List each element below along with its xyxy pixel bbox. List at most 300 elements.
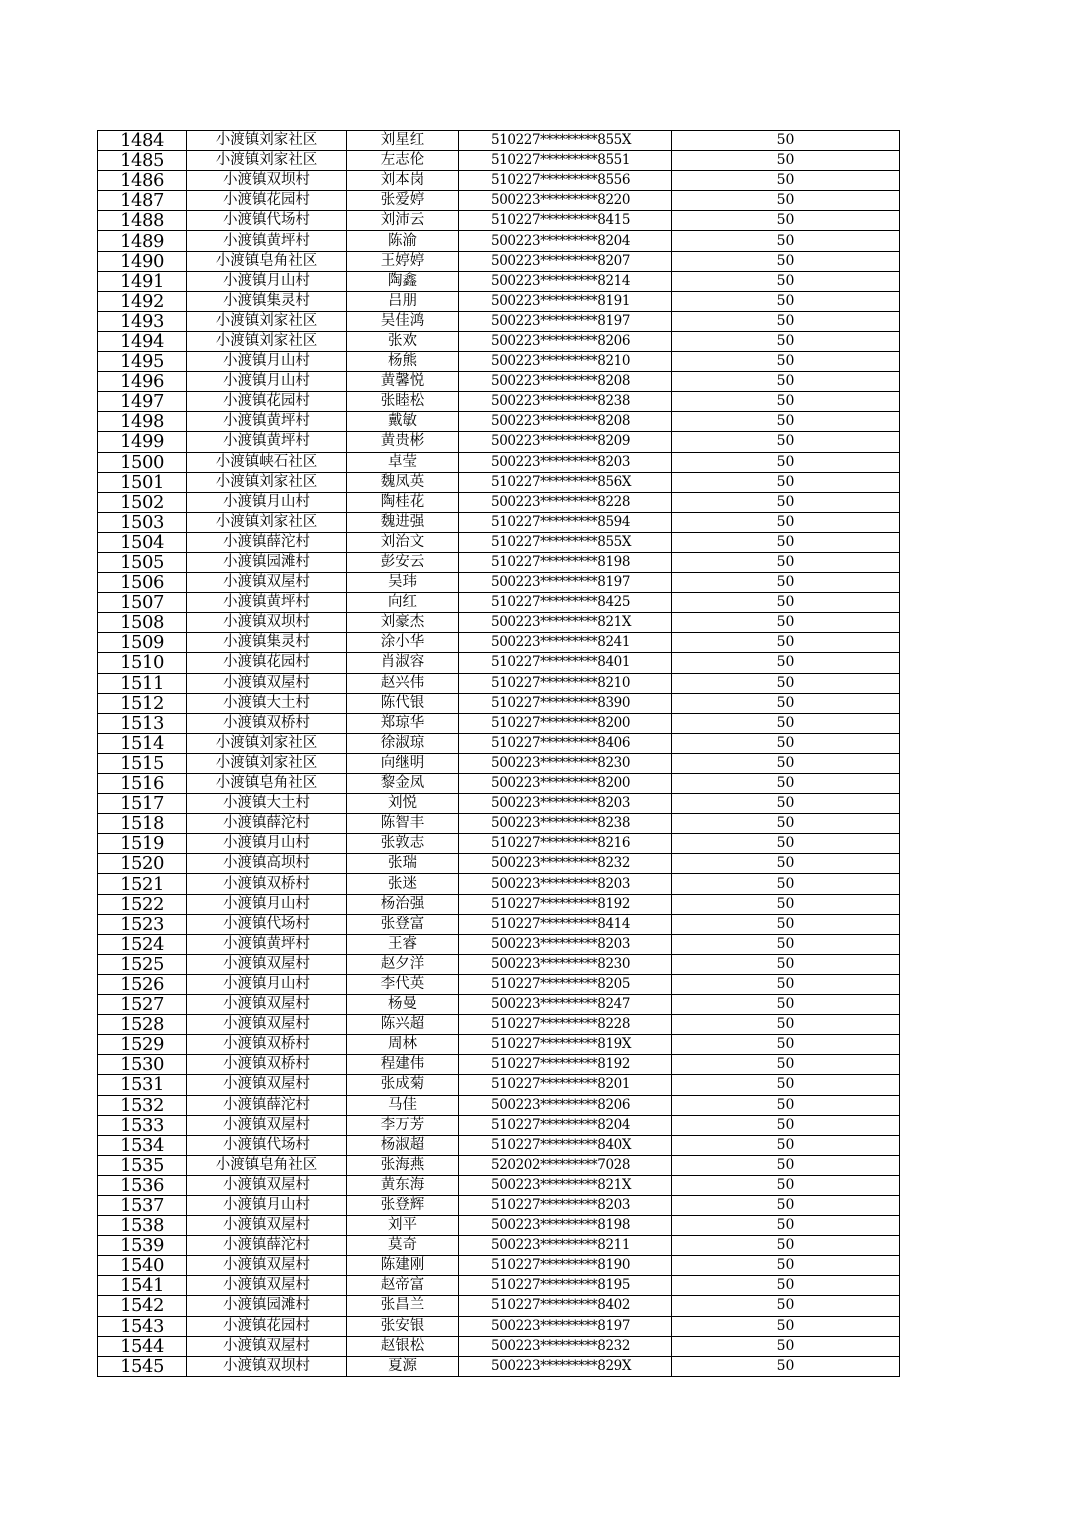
id-number-cell: 500223*********821X xyxy=(459,1175,672,1195)
amount-cell: 50 xyxy=(672,814,900,834)
location-cell: 小渡镇月山村 xyxy=(187,974,347,994)
row-number-cell: 1511 xyxy=(98,673,187,693)
location-cell: 小渡镇花园村 xyxy=(187,653,347,673)
amount-cell: 50 xyxy=(672,1195,900,1215)
location-cell: 小渡镇黄坪村 xyxy=(187,934,347,954)
table-row xyxy=(98,653,900,673)
table-row xyxy=(98,733,900,753)
id-number-cell: 500223*********8208 xyxy=(459,412,672,432)
row-number-cell: 1516 xyxy=(98,774,187,794)
location-cell: 小渡镇黄坪村 xyxy=(187,593,347,613)
id-number-cell: 500223*********8208 xyxy=(459,372,672,392)
person-name-cell: 赵夕洋 xyxy=(347,954,459,974)
table-row xyxy=(98,1336,900,1356)
row-number-cell: 1527 xyxy=(98,995,187,1015)
id-number-cell: 510227*********8200 xyxy=(459,713,672,733)
person-name-cell: 王婷婷 xyxy=(347,251,459,271)
id-number-cell: 500223*********8232 xyxy=(459,854,672,874)
person-name-cell: 赵银松 xyxy=(347,1336,459,1356)
amount-cell: 50 xyxy=(672,311,900,331)
id-number-cell: 500223*********8238 xyxy=(459,814,672,834)
table-row xyxy=(98,552,900,572)
id-number-cell: 500223*********8198 xyxy=(459,1216,672,1236)
table-row xyxy=(98,794,900,814)
table-row xyxy=(98,331,900,351)
person-name-cell: 肖淑容 xyxy=(347,653,459,673)
row-number-cell: 1543 xyxy=(98,1316,187,1336)
person-name-cell: 张瑞 xyxy=(347,854,459,874)
row-number-cell: 1514 xyxy=(98,733,187,753)
row-number-cell: 1536 xyxy=(98,1175,187,1195)
id-number-cell: 510227*********8192 xyxy=(459,1055,672,1075)
person-name-cell: 郑琼华 xyxy=(347,713,459,733)
row-number-cell: 1535 xyxy=(98,1155,187,1175)
row-number-cell: 1540 xyxy=(98,1256,187,1276)
amount-cell: 50 xyxy=(672,331,900,351)
id-number-cell: 500223*********8200 xyxy=(459,774,672,794)
location-cell: 小渡镇双屋村 xyxy=(187,1336,347,1356)
location-cell: 小渡镇薛沱村 xyxy=(187,1095,347,1115)
amount-cell: 50 xyxy=(672,1256,900,1276)
person-name-cell: 杨治强 xyxy=(347,894,459,914)
amount-cell: 50 xyxy=(672,874,900,894)
table-row xyxy=(98,271,900,291)
person-name-cell: 陶桂花 xyxy=(347,492,459,512)
table-row xyxy=(98,432,900,452)
table-row xyxy=(98,914,900,934)
amount-cell: 50 xyxy=(672,492,900,512)
row-number-cell: 1496 xyxy=(98,372,187,392)
location-cell: 小渡镇双屋村 xyxy=(187,1115,347,1135)
location-cell: 小渡镇双屋村 xyxy=(187,673,347,693)
location-cell: 小渡镇双屋村 xyxy=(187,954,347,974)
person-name-cell: 吴玮 xyxy=(347,573,459,593)
location-cell: 小渡镇双屋村 xyxy=(187,1256,347,1276)
table-row xyxy=(98,512,900,532)
row-number-cell: 1498 xyxy=(98,412,187,432)
location-cell: 小渡镇刘家社区 xyxy=(187,472,347,492)
location-cell: 小渡镇薛沱村 xyxy=(187,1236,347,1256)
person-name-cell: 周林 xyxy=(347,1035,459,1055)
amount-cell: 50 xyxy=(672,914,900,934)
location-cell: 小渡镇高坝村 xyxy=(187,854,347,874)
person-name-cell: 魏进强 xyxy=(347,512,459,532)
id-number-cell: 500223*********8203 xyxy=(459,934,672,954)
row-number-cell: 1517 xyxy=(98,794,187,814)
id-number-cell: 510227*********855X xyxy=(459,131,672,151)
row-number-cell: 1531 xyxy=(98,1075,187,1095)
person-name-cell: 陈兴超 xyxy=(347,1015,459,1035)
row-number-cell: 1490 xyxy=(98,251,187,271)
id-number-cell: 500223*********8228 xyxy=(459,492,672,512)
id-number-cell: 500223*********8197 xyxy=(459,1316,672,1336)
row-number-cell: 1545 xyxy=(98,1356,187,1376)
location-cell: 小渡镇大土村 xyxy=(187,794,347,814)
location-cell: 小渡镇皂角社区 xyxy=(187,774,347,794)
table-row xyxy=(98,1195,900,1215)
table-row xyxy=(98,1175,900,1195)
id-number-cell: 510227*********8402 xyxy=(459,1296,672,1316)
table-row xyxy=(98,492,900,512)
row-number-cell: 1491 xyxy=(98,271,187,291)
location-cell: 小渡镇刘家社区 xyxy=(187,733,347,753)
location-cell: 小渡镇峡石社区 xyxy=(187,452,347,472)
amount-cell: 50 xyxy=(672,934,900,954)
table-row xyxy=(98,874,900,894)
location-cell: 小渡镇双屋村 xyxy=(187,1175,347,1195)
person-name-cell: 张爱婷 xyxy=(347,191,459,211)
row-number-cell: 1518 xyxy=(98,814,187,834)
person-name-cell: 刘悦 xyxy=(347,794,459,814)
person-name-cell: 张迷 xyxy=(347,874,459,894)
table-row xyxy=(98,1095,900,1115)
row-number-cell: 1515 xyxy=(98,753,187,773)
id-number-cell: 510227*********819X xyxy=(459,1035,672,1055)
amount-cell: 50 xyxy=(672,1055,900,1075)
location-cell: 小渡镇月山村 xyxy=(187,352,347,372)
table-row xyxy=(98,311,900,331)
id-number-cell: 500223*********8203 xyxy=(459,874,672,894)
id-number-cell: 510227*********8425 xyxy=(459,593,672,613)
row-number-cell: 1510 xyxy=(98,653,187,673)
id-number-cell: 500223*********8211 xyxy=(459,1236,672,1256)
id-number-cell: 500223*********821X xyxy=(459,613,672,633)
id-number-cell: 500223*********8232 xyxy=(459,1336,672,1356)
row-number-cell: 1541 xyxy=(98,1276,187,1296)
person-name-cell: 魏凤英 xyxy=(347,472,459,492)
table-row xyxy=(98,1236,900,1256)
row-number-cell: 1508 xyxy=(98,613,187,633)
table-row xyxy=(98,995,900,1015)
id-number-cell: 510227*********8551 xyxy=(459,151,672,171)
person-name-cell: 赵兴伟 xyxy=(347,673,459,693)
table-row xyxy=(98,954,900,974)
amount-cell: 50 xyxy=(672,1175,900,1195)
person-name-cell: 吕朋 xyxy=(347,291,459,311)
id-number-cell: 510227*********840X xyxy=(459,1135,672,1155)
table-row xyxy=(98,774,900,794)
table-row xyxy=(98,392,900,412)
id-number-cell: 500223*********8203 xyxy=(459,794,672,814)
row-number-cell: 1526 xyxy=(98,974,187,994)
person-name-cell: 陈代银 xyxy=(347,693,459,713)
row-number-cell: 1524 xyxy=(98,934,187,954)
table-row xyxy=(98,1216,900,1236)
location-cell: 小渡镇刘家社区 xyxy=(187,753,347,773)
row-number-cell: 1544 xyxy=(98,1336,187,1356)
amount-cell: 50 xyxy=(672,211,900,231)
location-cell: 小渡镇双坝村 xyxy=(187,171,347,191)
id-number-cell: 510227*********8201 xyxy=(459,1075,672,1095)
row-number-cell: 1495 xyxy=(98,352,187,372)
person-name-cell: 杨熊 xyxy=(347,352,459,372)
location-cell: 小渡镇双屋村 xyxy=(187,1216,347,1236)
id-number-cell: 510227*********8401 xyxy=(459,653,672,673)
table-row xyxy=(98,894,900,914)
table-row xyxy=(98,1356,900,1376)
location-cell: 小渡镇刘家社区 xyxy=(187,311,347,331)
person-name-cell: 张成菊 xyxy=(347,1075,459,1095)
row-number-cell: 1494 xyxy=(98,331,187,351)
location-cell: 小渡镇双坝村 xyxy=(187,613,347,633)
row-number-cell: 1513 xyxy=(98,713,187,733)
amount-cell: 50 xyxy=(672,1336,900,1356)
person-name-cell: 刘治文 xyxy=(347,532,459,552)
amount-cell: 50 xyxy=(672,693,900,713)
table-row xyxy=(98,633,900,653)
table-row xyxy=(98,191,900,211)
amount-cell: 50 xyxy=(672,512,900,532)
id-number-cell: 500223*********8207 xyxy=(459,251,672,271)
table-row xyxy=(98,1276,900,1296)
row-number-cell: 1485 xyxy=(98,151,187,171)
table-row xyxy=(98,753,900,773)
person-name-cell: 涂小华 xyxy=(347,633,459,653)
person-name-cell: 徐淑琼 xyxy=(347,733,459,753)
location-cell: 小渡镇双桥村 xyxy=(187,1035,347,1055)
table-row xyxy=(98,472,900,492)
location-cell: 小渡镇代场村 xyxy=(187,1135,347,1155)
id-number-cell: 500223*********8241 xyxy=(459,633,672,653)
id-number-cell: 500223*********8206 xyxy=(459,331,672,351)
table-row xyxy=(98,291,900,311)
amount-cell: 50 xyxy=(672,472,900,492)
amount-cell: 50 xyxy=(672,1296,900,1316)
amount-cell: 50 xyxy=(672,552,900,572)
table-body xyxy=(98,131,900,1377)
amount-cell: 50 xyxy=(672,452,900,472)
amount-cell: 50 xyxy=(672,151,900,171)
id-number-cell: 500223*********8220 xyxy=(459,191,672,211)
location-cell: 小渡镇双桥村 xyxy=(187,1055,347,1075)
row-number-cell: 1489 xyxy=(98,231,187,251)
table-row xyxy=(98,1135,900,1155)
location-cell: 小渡镇月山村 xyxy=(187,894,347,914)
table-row xyxy=(98,352,900,372)
table-row xyxy=(98,1035,900,1055)
location-cell: 小渡镇薛沱村 xyxy=(187,532,347,552)
amount-cell: 50 xyxy=(672,1035,900,1055)
person-name-cell: 卓莹 xyxy=(347,452,459,472)
table-row xyxy=(98,211,900,231)
amount-cell: 50 xyxy=(672,271,900,291)
row-number-cell: 1487 xyxy=(98,191,187,211)
row-number-cell: 1497 xyxy=(98,392,187,412)
location-cell: 小渡镇皂角社区 xyxy=(187,1155,347,1175)
row-number-cell: 1512 xyxy=(98,693,187,713)
amount-cell: 50 xyxy=(672,231,900,251)
amount-cell: 50 xyxy=(672,1155,900,1175)
amount-cell: 50 xyxy=(672,1075,900,1095)
person-name-cell: 向继明 xyxy=(347,753,459,773)
table-row xyxy=(98,854,900,874)
amount-cell: 50 xyxy=(672,974,900,994)
location-cell: 小渡镇刘家社区 xyxy=(187,131,347,151)
amount-cell: 50 xyxy=(672,392,900,412)
person-name-cell: 张敦志 xyxy=(347,834,459,854)
person-name-cell: 夏源 xyxy=(347,1356,459,1376)
id-number-cell: 510227*********8594 xyxy=(459,512,672,532)
row-number-cell: 1505 xyxy=(98,552,187,572)
table-row xyxy=(98,713,900,733)
location-cell: 小渡镇黄坪村 xyxy=(187,231,347,251)
amount-cell: 50 xyxy=(672,733,900,753)
id-number-cell: 510227*********8414 xyxy=(459,914,672,934)
row-number-cell: 1502 xyxy=(98,492,187,512)
person-name-cell: 黄馨悦 xyxy=(347,372,459,392)
table-row xyxy=(98,1155,900,1175)
amount-cell: 50 xyxy=(672,1236,900,1256)
row-number-cell: 1532 xyxy=(98,1095,187,1115)
amount-cell: 50 xyxy=(672,613,900,633)
person-name-cell: 杨曼 xyxy=(347,995,459,1015)
amount-cell: 50 xyxy=(672,1015,900,1035)
person-name-cell: 刘豪杰 xyxy=(347,613,459,633)
table-row xyxy=(98,1316,900,1336)
person-name-cell: 吴佳鸿 xyxy=(347,311,459,331)
person-name-cell: 陶鑫 xyxy=(347,271,459,291)
id-number-cell: 500223*********8247 xyxy=(459,995,672,1015)
person-name-cell: 李万芳 xyxy=(347,1115,459,1135)
person-name-cell: 张登富 xyxy=(347,914,459,934)
row-number-cell: 1537 xyxy=(98,1195,187,1215)
table-row xyxy=(98,814,900,834)
location-cell: 小渡镇双桥村 xyxy=(187,713,347,733)
person-name-cell: 张欢 xyxy=(347,331,459,351)
location-cell: 小渡镇薛沱村 xyxy=(187,814,347,834)
row-number-cell: 1521 xyxy=(98,874,187,894)
amount-cell: 50 xyxy=(672,291,900,311)
table-row xyxy=(98,1015,900,1035)
amount-cell: 50 xyxy=(672,753,900,773)
location-cell: 小渡镇花园村 xyxy=(187,392,347,412)
id-number-cell: 510227*********8390 xyxy=(459,693,672,713)
amount-cell: 50 xyxy=(672,1276,900,1296)
location-cell: 小渡镇集灵村 xyxy=(187,633,347,653)
amount-cell: 50 xyxy=(672,774,900,794)
row-number-cell: 1504 xyxy=(98,532,187,552)
id-number-cell: 510227*********8198 xyxy=(459,552,672,572)
id-number-cell: 510227*********8556 xyxy=(459,171,672,191)
amount-cell: 50 xyxy=(672,573,900,593)
id-number-cell: 500223*********8210 xyxy=(459,352,672,372)
location-cell: 小渡镇皂角社区 xyxy=(187,251,347,271)
table-row xyxy=(98,231,900,251)
location-cell: 小渡镇刘家社区 xyxy=(187,331,347,351)
row-number-cell: 1486 xyxy=(98,171,187,191)
row-number-cell: 1488 xyxy=(98,211,187,231)
location-cell: 小渡镇花园村 xyxy=(187,191,347,211)
table-row xyxy=(98,573,900,593)
person-name-cell: 张登辉 xyxy=(347,1195,459,1215)
table-row xyxy=(98,171,900,191)
amount-cell: 50 xyxy=(672,372,900,392)
amount-cell: 50 xyxy=(672,1356,900,1376)
row-number-cell: 1500 xyxy=(98,452,187,472)
location-cell: 小渡镇双屋村 xyxy=(187,1015,347,1035)
person-name-cell: 张睦松 xyxy=(347,392,459,412)
amount-cell: 50 xyxy=(672,1135,900,1155)
table-row xyxy=(98,372,900,392)
location-cell: 小渡镇双屋村 xyxy=(187,1075,347,1095)
location-cell: 小渡镇双坝村 xyxy=(187,1356,347,1376)
person-name-cell: 刘星红 xyxy=(347,131,459,151)
amount-cell: 50 xyxy=(672,673,900,693)
id-number-cell: 500223*********8206 xyxy=(459,1095,672,1115)
location-cell: 小渡镇园滩村 xyxy=(187,552,347,572)
amount-cell: 50 xyxy=(672,854,900,874)
table-row xyxy=(98,412,900,432)
id-number-cell: 510227*********8216 xyxy=(459,834,672,854)
amount-cell: 50 xyxy=(672,412,900,432)
person-name-cell: 向红 xyxy=(347,593,459,613)
id-number-cell: 500223*********8230 xyxy=(459,954,672,974)
person-name-cell: 杨淑超 xyxy=(347,1135,459,1155)
person-name-cell: 莫奇 xyxy=(347,1236,459,1256)
table-row xyxy=(98,1115,900,1135)
table-row xyxy=(98,151,900,171)
amount-cell: 50 xyxy=(672,131,900,151)
amount-cell: 50 xyxy=(672,1095,900,1115)
table-row xyxy=(98,613,900,633)
amount-cell: 50 xyxy=(672,653,900,673)
person-name-cell: 刘本岗 xyxy=(347,171,459,191)
person-name-cell: 刘沛云 xyxy=(347,211,459,231)
amount-cell: 50 xyxy=(672,251,900,271)
row-number-cell: 1493 xyxy=(98,311,187,331)
location-cell: 小渡镇代场村 xyxy=(187,914,347,934)
row-number-cell: 1542 xyxy=(98,1296,187,1316)
location-cell: 小渡镇代场村 xyxy=(187,211,347,231)
row-number-cell: 1520 xyxy=(98,854,187,874)
location-cell: 小渡镇双屋村 xyxy=(187,995,347,1015)
id-number-cell: 510227*********8204 xyxy=(459,1115,672,1135)
person-name-cell: 黄东海 xyxy=(347,1175,459,1195)
location-cell: 小渡镇集灵村 xyxy=(187,291,347,311)
id-number-cell: 500223*********8203 xyxy=(459,452,672,472)
person-name-cell: 李代英 xyxy=(347,974,459,994)
id-number-cell: 500223*********8197 xyxy=(459,311,672,331)
row-number-cell: 1528 xyxy=(98,1015,187,1035)
person-name-cell: 马佳 xyxy=(347,1095,459,1115)
amount-cell: 50 xyxy=(672,191,900,211)
id-number-cell: 500223*********8238 xyxy=(459,392,672,412)
id-number-cell: 510227*********8205 xyxy=(459,974,672,994)
id-number-cell: 500223*********8214 xyxy=(459,271,672,291)
id-number-cell: 510227*********8228 xyxy=(459,1015,672,1035)
location-cell: 小渡镇黄坪村 xyxy=(187,432,347,452)
person-name-cell: 陈智丰 xyxy=(347,814,459,834)
person-name-cell: 张昌兰 xyxy=(347,1296,459,1316)
row-number-cell: 1523 xyxy=(98,914,187,934)
location-cell: 小渡镇月山村 xyxy=(187,492,347,512)
person-name-cell: 刘平 xyxy=(347,1216,459,1236)
table-row xyxy=(98,593,900,613)
amount-cell: 50 xyxy=(672,593,900,613)
table-row xyxy=(98,532,900,552)
person-name-cell: 赵帝富 xyxy=(347,1276,459,1296)
location-cell: 小渡镇黄坪村 xyxy=(187,412,347,432)
row-number-cell: 1529 xyxy=(98,1035,187,1055)
id-number-cell: 500223*********8204 xyxy=(459,231,672,251)
id-number-cell: 500223*********8209 xyxy=(459,432,672,452)
table-row xyxy=(98,974,900,994)
id-number-cell: 500223*********8230 xyxy=(459,753,672,773)
location-cell: 小渡镇双屋村 xyxy=(187,1276,347,1296)
person-name-cell: 彭安云 xyxy=(347,552,459,572)
amount-cell: 50 xyxy=(672,794,900,814)
row-number-cell: 1492 xyxy=(98,291,187,311)
